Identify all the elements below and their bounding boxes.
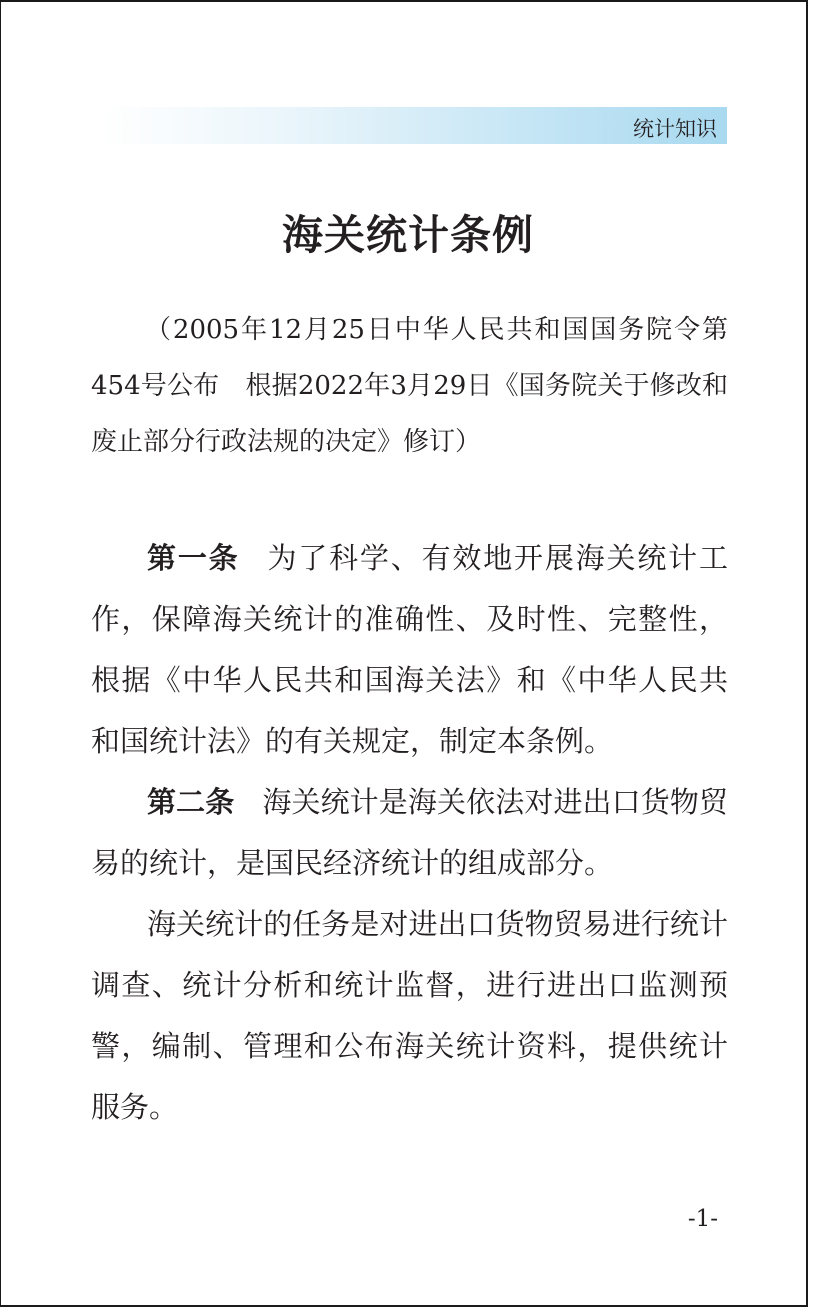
page-number: -1- <box>687 1206 718 1232</box>
document-title: 海关统计条例 <box>282 211 534 259</box>
article-number: 第二条 <box>147 785 235 819</box>
section-label: 统计知识 <box>633 117 717 141</box>
article-paragraph <box>91 772 728 894</box>
article-text: 为了科学、有效地开展海关统计工作，保障海关统计的准确性、及时性、完整性，根据《中华人民共和国海关法》和《中华人民共和国统计法》的有关规定，制定本条例。 <box>91 541 728 758</box>
article-number: 第一条 <box>147 541 240 575</box>
section-header-band <box>101 107 727 144</box>
document-body <box>91 528 728 1138</box>
source-note: （2005年12月25日中华人民共和国国务院令第454号公布 根据2022年3月29日《国务院关于修改和废止部分行政法规的决定》修订） <box>91 315 728 457</box>
article-paragraph <box>91 528 728 772</box>
body-paragraph: 海关统计的任务是对进出口货物贸易进行统计调查、统计分析和统计监督，进行进出口监测预警，编制、管理和公布海关统计资料，提供统计服务。 <box>91 907 728 1124</box>
article-text: 海关统计是海关依法对进出口货物贸易的统计，是国民经济统计的组成部分。 <box>91 785 728 880</box>
